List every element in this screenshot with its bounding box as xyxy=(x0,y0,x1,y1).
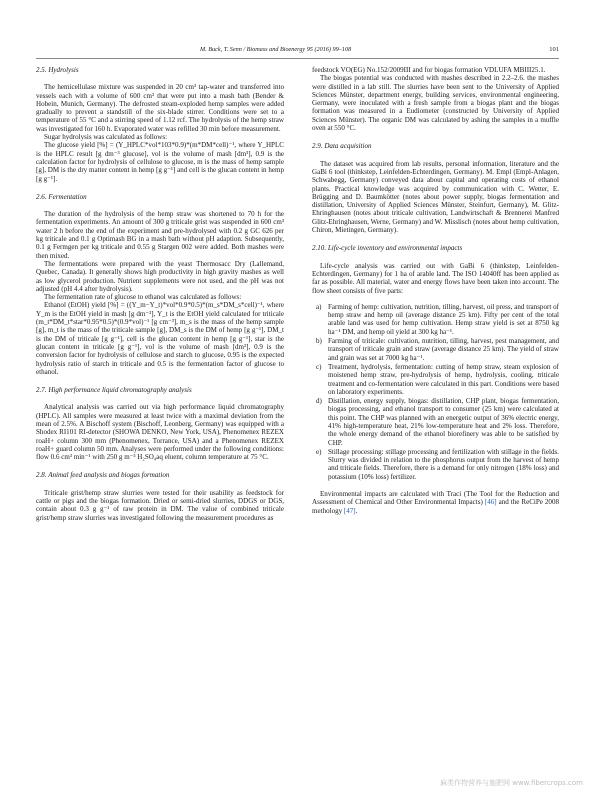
list-item xyxy=(312,363,559,396)
header-rule xyxy=(36,58,559,59)
section-2-5-title: 2.5. Hydrolysis xyxy=(36,66,79,74)
impacts-text-mid: and the ReCiPe 2008 methology xyxy=(312,498,559,515)
running-head: M. Buck, T. Senn / Biomass and Bioenergy 95 (2016) 99–108 xyxy=(200,46,352,53)
running-header xyxy=(0,46,595,58)
fermentation-paragraph-1: The duration of the hydrolysis of the hemp straw was shortened to 70 h for the fermentation experiments. An amount of 300 g triticale grist was suspended in 600 cm³ water 2 h before the end of the experiment and pre-hydrolysed with 0.2 g GC 626 per kg triticale and 0.1 g Optimash BG in a mash bath without pH adaption. Subsequently, 0.1 g Fermgen per kg triticale and 0.55 g Stargen 002 were added. Both mashes were then mixed. xyxy=(36,210,284,260)
list-item-label: a) xyxy=(316,302,322,311)
section-2-8-title: 2.8. Animal feed analysis and biogas formation xyxy=(36,471,170,480)
data-acquisition-paragraph: The dataset was acquired from lab results, personal information, literature and the GaBi 6 tool (thinkstep, Leinfelden-Echterdingen, Germany). M. Empl (Empl-Anlagen, Schwabegg, Germany) conveyed data about capital and operating costs of ethanol plants. Practical knowledge was acquired by communication with C. Wetter, E. Brügging and D. Baumkötter (notes about power supply, biogas fermentation and distillation, University of Applied Sciences Münster, Steinfurt, Germany), M. Glitz-Ehringhausen (notes about triticale cultivation, Landwirtschaft & Brennerei Manfred Glitz-Ehringhausen, Werne, Germany) and W. Misslisch (notes about hemp cultivation, Chiron, Mietingen, Germany). xyxy=(312,159,559,235)
section-2-6-title: 2.6. Fermentation xyxy=(36,192,87,201)
section-2-10-title: 2.10. Life-cycle inventory and environmental impacts xyxy=(312,244,463,253)
hydrolysis-paragraph-1: The hemicellulase mixture was suspended in 20 cm³ tap-water and transferred into vessels each with a volume of 600 cm³ that were put into a mash bath (Bender & Hobein, Munich, Germany). The defrosted steam-exploded hemp samples were added gradually to prevent a standstill of the six-blade stirrer. Conditions were set to a temperature of 55 °C and a stirring speed of 1.12 rcf. The hydrolysis of the hemp straw was investigated for 160 h. Evaporated water was refilled 30 min before measurement. xyxy=(36,83,284,133)
list-item xyxy=(312,448,559,481)
continued-paragraph: feedstock VO(EG) No.152/2009III and for biogas formation VDLUFA MBIII25.1. xyxy=(312,66,546,74)
right-column xyxy=(312,66,559,515)
page-number: 101 xyxy=(549,46,559,53)
reference-link-47[interactable]: [47] xyxy=(343,506,356,515)
section-2-7-title: 2.7. High performance liquid chromatography analysis xyxy=(36,386,192,395)
list-item-label: c) xyxy=(316,362,322,371)
list-item-text: Distillation, energy supply, biogas: distillation, CHP plant, biogas fermentation, biogas processing, and ethanol transport to consumer (25 km) were calculated at this point. The CHP was planned with an energetic output of 36% electric energy, 41% high-temperature heat, 21% low-temperature heat and 2% loss. Therefore, the whole energy demand of the ethanol biorefinery was able to be satisfied by CHP. xyxy=(328,397,559,447)
list-item-label: d) xyxy=(316,397,322,406)
list-item-text: Treatment, hydrolysis, fermentation: cutting of hemp straw, steam explosion of moistened hemp straw, pre-hydrolysis of hemp, hydrolysis, cooling, triticale treatment and co-fermentation were calculated in this part. Conditions were based on laboratory experiments. xyxy=(328,362,559,396)
impacts-paragraph xyxy=(312,490,559,515)
animal-feed-paragraph: Triticale grist/hemp straw slurries were tested for their usability as feedstock for cattle or pigs and the biogas formation. Dried or semi-dried slurries, DDGS or DGS, contain about 0.3 g g⁻¹ of raw protein in DM. The value of combined triticale grist/hemp straw slurries was investigated following the measurement procedures as xyxy=(36,488,284,522)
ethanol-yield-formula: Ethanol (EtOH) yield [%] = ((Y_m−Y_t)*vol*0.9*0.5)*(m_s*DM_s*cell)⁻¹, where Y_m is the EtOH yield in mash [g dm⁻³], Y_t is the EtOH yield calculated for triticale (m_t*DM_t*star*0.95*0.5)*(0.9*vol)⁻¹ [g cm⁻³], m_s is the mass of the hemp sample [g], m_t is the mass of the triticale sample [g], DM_s is the DM of hemp [g g⁻¹], DM_t is the DM of triticale [g g⁻¹], cell is the glucan content in hemp [g g⁻¹], star is the glucan content in triticale [g g⁻¹], vol is the volume of mash [dm³], 0.9 is the conversion factor for hydrolysis of cellulose and starch to glucose, 0.95 is the expected hydrolysis ratio of starch in triticale and 0.5 is the fermentation factor of glucose to ethanol. xyxy=(36,301,284,376)
left-column xyxy=(36,66,284,522)
hplc-paragraph: Analytical analysis was carried out via high performance liquid chromatography (HPLC). All samples were measured at least twice with a maximal deviation from the mean of 2.5%. A Bischoff system (Bischoff, Leonberg, Germany) was equipped with a Shodex RI101 RI-detector (SHOWA DENKO, New York, USA), Phenomenex REZEX roaH+ column 300 mm (Phenomenex, Torrance, USA) and a Phenomenex REZEX roaH+ guard column 50 mm. Analyses were performed under the following conditions: flow 0.6 cm³ min⁻¹ with 250 g m⁻³ H₂SO₄aq eluent, column temperature at 75 °C. xyxy=(36,403,284,462)
list-item-text: Farming of triticale: cultivation, nutrition, tilling, harvest, pest management, and transport of triticale grain and straw (average distance 25 km). The yield of straw and grain was set at 7000 kg ha⁻¹. xyxy=(328,337,559,362)
fermentation-paragraph-3: The fermentation rate of glucose to ethanol was calculated as follows: xyxy=(44,293,242,302)
impacts-text-end: . xyxy=(355,506,358,515)
list-item-text: Stillage processing: stillage processing and fertilization with stillage in the fields. Slurry was divided in relation to the phosphorus output from the harvest of hemp and triticale fields. Therefore, there is a demand for only nitrogen (18% loss) and potassium (10% loss) fertilizer. xyxy=(328,447,559,481)
list-item-label: b) xyxy=(316,337,322,346)
glucose-yield-formula: The glucose yield [%] = (Y_HPLC*vol*103*0.9)*(m*DM*cell)⁻¹, where Y_HPLC is the HPLC result [g dm⁻³ glucose], vol is the volume of mash [dm³], 0.9 is the calculation factor for hydrolysis of cellulose to glucose, m is the mass of hemp sample [g], DM is the dry matter content in hemp [g g⁻¹] and cell is the glucan content in hemp [g g⁻¹]. xyxy=(36,141,284,183)
impacts-text-start: Environmental impacts are calculated with Traci (The Tool for the Reduction and Assessment of Chemical and Other Environmental Impacts) xyxy=(312,490,559,507)
list-item-label: e) xyxy=(316,447,322,456)
list-item xyxy=(312,397,559,447)
watermark: 麻类作物营养与施肥网 www.fibercrops.com xyxy=(440,779,583,787)
list-item xyxy=(312,303,559,336)
lci-paragraph: Life-cycle analysis was carried out with GaBi 6 (thinkstep, Leinfelden-Echterdingen, Germany) for 1 ha of arable land. The ISO 14040ff has been applied as far as possible. All material, water and energy flows have been taken into account. The flow sheet consists of five parts: xyxy=(312,261,559,295)
list-item xyxy=(312,337,559,362)
hydrolysis-paragraph-2: Sugar hydrolysis was calculated as follows: xyxy=(44,133,168,142)
section-2-9-title: 2.9. Data acquisition xyxy=(312,142,372,151)
biogas-paragraph: The biogas potential was conducted with mashes described in 2.2–2.6. the mashes were distilled in a lab still. The slurries have been sent to the University of Applied Sciences Münster, department energy, building services, environmental engineering, Germany, were inoculated with a fresh sample from a biogas plant and the biogas formation was measured in a Eudiometer (constructed by University of Applied Sciences Münster). The organic DM was calculated by ashing the samples in a muffle oven at 550 °C. xyxy=(312,74,559,133)
list-item-text: Farming of hemp: cultivation, nutrition, tilling, harvest, oil press, and transport of hemp straw and hemp oil (average distance 25 km). Fifty per cent of the total arable land was used for hemp cultivation. Hemp straw yield is set at 8750 kg ha⁻¹ DM, and hemp oil yield at 300 kg ha⁻¹. xyxy=(328,302,559,336)
fermentation-paragraph-2: The fermentations were prepared with the yeast Thermosacc Dry (Lallemand, Quebec, Canada). It generally shows high productivity in high gravity mashes as well as low glycerol production. Nutrient supplements were not used, and the pH was not adjusted (pH 4.4 after hydrolysis). xyxy=(36,259,284,293)
reference-link-46[interactable]: [46] xyxy=(484,498,497,507)
flow-sheet-parts-list xyxy=(312,303,559,481)
